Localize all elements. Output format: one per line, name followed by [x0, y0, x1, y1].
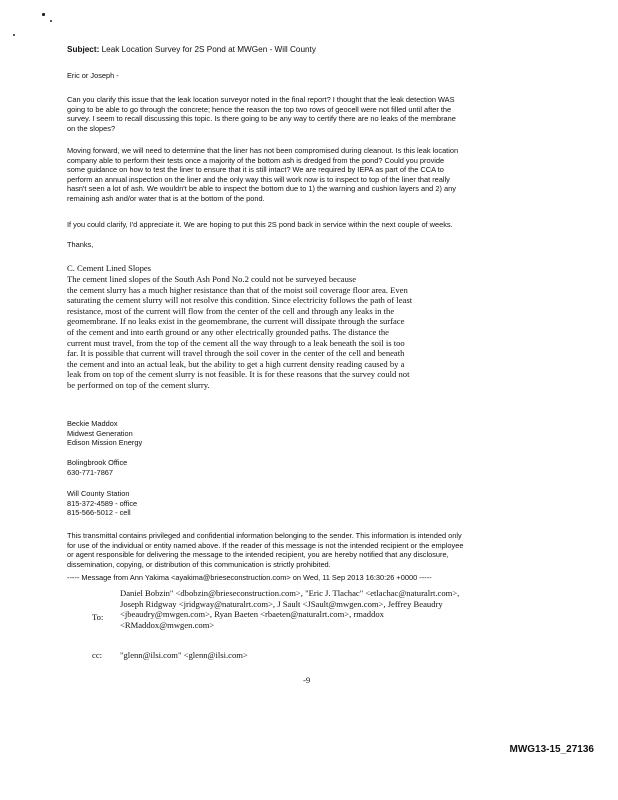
- cc-label: cc:: [92, 650, 103, 660]
- email-paragraph-3: If you could clarify, I'd appreciate it. We are hoping to put this 2S pond back in service within the next couple of weeks.: [67, 220, 453, 229]
- document-id: MWG13-15_27136: [509, 744, 594, 755]
- excerpt-line: the cement and into an actual leak, but the ability to get a high current density reading caused by a: [67, 358, 405, 369]
- text-line: some guidance on how to test the liner to ensure that it is still intact? We are required by IEPA as part of the CCA to: [67, 165, 444, 175]
- report-excerpt: [67, 274, 412, 391]
- excerpt-line: current must travel, from the top of the cement all the way through to a leak beneath the soil is too: [67, 337, 405, 348]
- excerpt-line: far. It is possible that current will travel through the soil cover in the center of the cell and beneath: [67, 348, 405, 359]
- excerpt-line: of the cement and into earth ground or any other electrically grounded paths. The distance the: [67, 326, 389, 337]
- subject-text: Leak Location Survey for 2S Pond at MWGen - Will County: [101, 45, 316, 54]
- excerpt-line: resistance, most of the current will flow from the center of the cell and through any leaks in the: [67, 305, 395, 316]
- email-paragraph-1: [67, 95, 456, 133]
- text-line: company able to perform their tests once a majority of the bottom ash is dredged from the pond? Could you provide: [67, 155, 445, 165]
- text-line: going to be able to go through the concrete; hence the reason the top two rows of geocell were not filled until after the: [67, 104, 452, 114]
- scan-speck: [42, 13, 45, 16]
- recipient-list: [120, 588, 459, 630]
- disclaimer-line: for use of the individual or entity named above. If the reader of this message is not the intended recipient or the employee: [67, 540, 464, 550]
- excerpt-line: the cement slurry has a much higher resistance than that of the moist soil coverage floor area. Even: [67, 284, 408, 295]
- office-phone: 630-771-7867: [67, 467, 114, 477]
- excerpt-line: geomembrane. If no leaks exist in the geomembrane, the current will dissipate through the surface: [67, 316, 405, 327]
- email-thanks: Thanks,: [67, 240, 94, 249]
- recipient-line: Joseph Ridgway <jridgway@naturalrt.com>, J Sault <JSault@mwgen.com>, Jeffrey Beaudry: [120, 598, 443, 609]
- subject-label: Subject:: [67, 45, 100, 54]
- scan-speck: [13, 34, 15, 36]
- text-line: perform an annual inspection on the liner and the only way this will work now is to inspect to top of the liner that really: [67, 174, 450, 184]
- confidentiality-disclaimer: [67, 531, 463, 569]
- excerpt-line: The cement lined slopes of the South Ash Pond No.2 could not be surveyed because: [67, 274, 357, 284]
- signature-office: [67, 458, 127, 477]
- signature-company: Edison Mission Energy: [67, 438, 143, 448]
- text-line: remaining ash and/or water that is at the bottom of the pond.: [67, 193, 265, 203]
- station-phone-office: 815-372-4589 - office: [67, 498, 138, 508]
- email-paragraph-2: [67, 146, 458, 204]
- disclaimer-line: or agent responsible for delivering the message to the intended recipient, you are hereby notified that any disclosure,: [67, 550, 449, 560]
- original-message-header: ----- Message from Ann Yakima <ayakima@brieseconstruction.com> on Wed, 11 Sep 2013 16:30:26 +0000 -----: [67, 573, 432, 582]
- excerpt-line: be performed on top of the cement slurry.: [67, 379, 210, 390]
- cc-recipient: "glenn@ilsi.com" <glenn@ilsi.com>: [120, 650, 248, 660]
- text-line: Moving forward, we will need to determine that the liner has not been compromised during cleanout. Is this leak location: [67, 146, 459, 155]
- office-label: Bolingbrook Office: [67, 458, 128, 467]
- page-number: -9: [303, 675, 311, 685]
- email-subject: [67, 45, 316, 55]
- excerpt-line: saturating the cement slurry will not resolve this condition. Since electricity follows the path of least: [67, 295, 413, 306]
- station-label: Will County Station: [67, 489, 130, 498]
- recipient-line: Daniel Bobzin" <dbobzin@brieseconstruction.com>, "Eric J. Tlachac" <etlachac@naturalrt.com>,: [120, 588, 460, 598]
- text-line: hasn't seen a lot of ash. We wouldn't be able to inspect the bottom due to 1) the warning and cushion layers and 2) any: [67, 184, 456, 194]
- text-line: on the slopes?: [67, 123, 116, 133]
- to-label: To:: [92, 612, 104, 622]
- text-line: survey. I seem to recall discussing this topic. Is there going to be any way to certify there are no leaks of the membrane: [67, 114, 456, 124]
- email-greeting: Eric or Joseph -: [67, 71, 119, 80]
- signature-station: [67, 489, 137, 518]
- excerpt-line: leak from on top of the cement slurry is not feasible. It is for these reasons that the survey could not: [67, 369, 410, 380]
- recipient-line: <jbeaudry@mwgen.com>, Ryan Baeten <rbaeten@naturalrt.com>, rmaddox: [120, 609, 384, 620]
- signature-name: Beckie Maddox: [67, 419, 118, 428]
- station-phone-cell: 815-566-5012 - cell: [67, 508, 131, 518]
- scan-speck: [50, 20, 52, 22]
- signature-block: [67, 419, 142, 448]
- excerpt-heading: C. Cement Lined Slopes: [67, 263, 152, 273]
- disclaimer-line: dissemination, copying, or distribution of this communication is strictly prohibited.: [67, 559, 331, 569]
- recipient-line: <RMaddox@mwgen.com>: [120, 619, 215, 630]
- text-line: Can you clarify this issue that the leak location surveyor noted in the final report? I thought that the leak detection WAS: [67, 95, 455, 104]
- disclaimer-line: This transmittal contains privileged and confidential information belonging to the sender. This information is intended only: [67, 531, 462, 540]
- signature-company: Midwest Generation: [67, 428, 133, 438]
